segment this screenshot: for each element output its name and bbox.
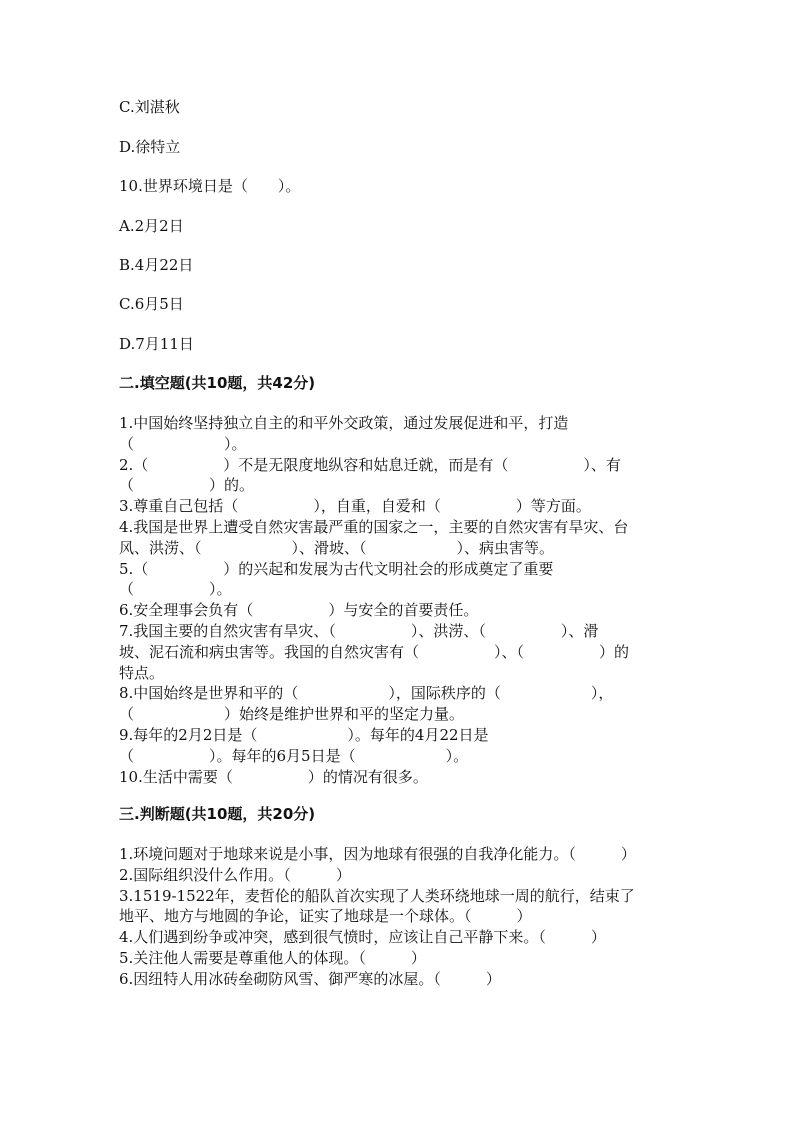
fill-line: （ ）始终是维护世界和平的坚定力量。 xyxy=(119,705,465,724)
fill-line: 4.我国是世界上遭受自然灾害最严重的国家之一，主要的自然灾害有旱灾、台 xyxy=(119,517,629,536)
judge-line: 1.环境问题对于地球来说是小事，因为地球有很强的自我净化能力。（ ） xyxy=(119,845,636,863)
fill-line: （ ）。 xyxy=(119,580,232,599)
judge-line: 3.1519-1522年，麦哲伦的船队首次实现了人类环绕地球一周的航行，结束了 xyxy=(119,886,635,905)
fill-line: 特点。 xyxy=(119,663,165,682)
q10-option-c: C.6月5日 xyxy=(119,295,184,313)
judge-section-body xyxy=(119,844,679,990)
fill-line: 2.（ ）不是无限度地纵容和姑息迁就，而是有（ ）、有 xyxy=(119,455,621,474)
q10-question: 10.世界环境日是（ ）。 xyxy=(119,177,301,195)
fill-line: 10.生活中需要（ ）的情况有很多。 xyxy=(119,767,428,786)
fill-line: 1.中国始终坚持独立自主的和平外交政策，通过发展促进和平，打造 xyxy=(119,414,569,432)
fill-line: 9.每年的2月2日是（ ）。每年的4月22日是 xyxy=(119,725,489,744)
q9-option-c: C.刘湛秋 xyxy=(119,98,180,116)
judge-line: 2.国际组织没什么作用。（ ） xyxy=(119,865,351,884)
fill-section-title: 二.填空题(共10题，共42分) xyxy=(119,374,316,392)
fill-line: （ ）。每年的6月5日是（ ）。 xyxy=(119,746,469,765)
q9-option-d: D.徐特立 xyxy=(119,138,181,156)
q10-option-a: A.2月2日 xyxy=(119,217,184,235)
judge-line: 地平、地方与地圆的争论，证实了地球是一个球体。（ ） xyxy=(119,907,532,926)
fill-line: 8.中国始终是世界和平的（ ），国际秩序的（ ）， xyxy=(119,684,614,703)
judge-line: 4.人们遇到纷争或冲突，感到很气愤时，应该让自己平静下来。（ ） xyxy=(119,928,606,947)
fill-line: 3.尊重自己包括（ ），自重，自爱和（ ）等方面。 xyxy=(119,497,591,516)
fill-section-body xyxy=(119,413,679,787)
judge-section-title: 三.判断题(共10题，共20分) xyxy=(119,805,316,823)
q10-option-b: B.4月22日 xyxy=(119,256,194,274)
judge-line: 6.因纽特人用冰砖垒砌防风雪、御严寒的冰屋。（ ） xyxy=(119,969,501,988)
fill-line: 6.安全理事会负有（ ）与安全的首要责任。 xyxy=(119,601,479,620)
fill-line: 风、洪涝、（ ）、滑坡、（ ）、病虫害等。 xyxy=(119,538,555,557)
judge-line: 5.关注他人需要是尊重他人的体现。（ ） xyxy=(119,948,426,967)
fill-line: 7.我国主要的自然灾害有旱灾、（ ）、洪涝、（ ）、滑 xyxy=(119,621,599,640)
fill-line: 坡、泥石流和病虫害等。我国的自然灾害有（ ）、（ ）的 xyxy=(119,642,630,661)
fill-line: 5.（ ）的兴起和发展为古代文明社会的形成奠定了重要 xyxy=(119,559,554,578)
fill-line: （ ）。 xyxy=(119,434,247,453)
q10-option-d: D.7月11日 xyxy=(119,335,194,353)
fill-line: （ ）的。 xyxy=(119,476,255,495)
